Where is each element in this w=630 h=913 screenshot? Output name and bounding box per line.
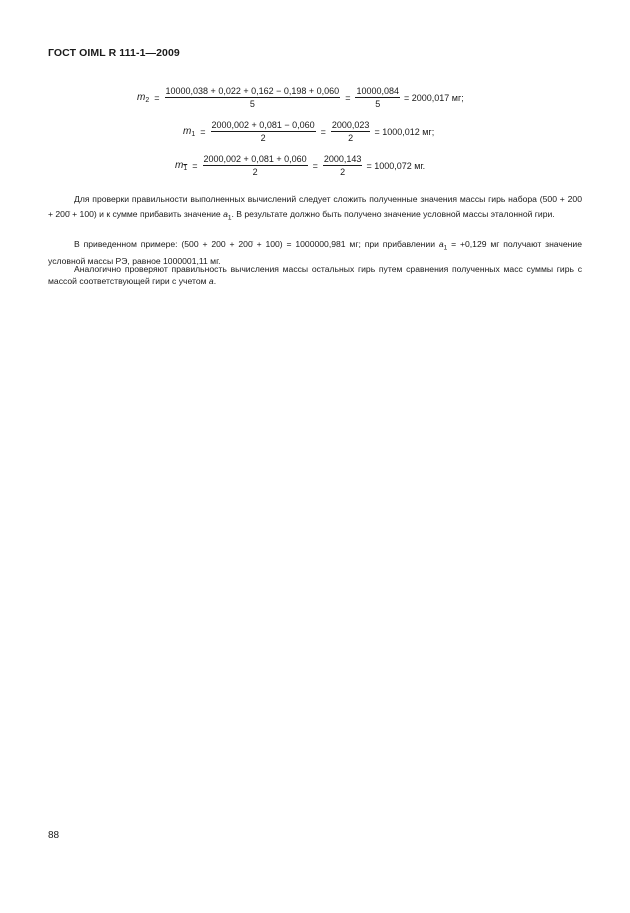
fraction-denominator: 2 bbox=[348, 133, 354, 143]
equation-variable: $m_2$ bbox=[137, 91, 150, 104]
paragraph-verification: Для проверки правильности выполненных вычислений следует сложить полученные значения массы гирь набора (500 + 200 + 200̇ + 100) и к сумме прибавить значение $a_1$. В результате должно быть получено значение условной массы эталонной гири. bbox=[48, 194, 582, 222]
fraction-numerator: 2000,002 + 0,081 + 0,060 bbox=[203, 154, 307, 164]
fraction-denominator: 5 bbox=[375, 99, 381, 109]
page-number: 88 bbox=[48, 830, 60, 841]
fraction-numerator: 2000,143 bbox=[323, 154, 362, 164]
fraction bbox=[203, 154, 308, 177]
equation-variable: $m_1$ bbox=[183, 125, 196, 138]
fraction-numerator: 2000,023 bbox=[331, 120, 370, 130]
equation-m1-bar bbox=[175, 154, 425, 177]
equation-result: = 1000,012 мг; bbox=[374, 126, 435, 137]
equals-sign: = bbox=[345, 92, 351, 103]
equation-result: = 1000,072 мг. bbox=[366, 160, 426, 171]
fraction-denominator: 5 bbox=[249, 99, 255, 109]
fraction-numerator: 10000,084 bbox=[356, 86, 399, 96]
equals-sign: = bbox=[192, 160, 198, 171]
equation-m1 bbox=[183, 120, 434, 143]
equals-sign: = bbox=[312, 160, 318, 171]
fraction-denominator: 2 bbox=[252, 167, 258, 177]
equals-sign: = bbox=[200, 126, 206, 137]
fraction bbox=[165, 86, 341, 109]
fraction-numerator: 2000,002 + 0,081 − 0,060 bbox=[211, 120, 315, 130]
fraction-denominator: 2 bbox=[340, 167, 346, 177]
fraction bbox=[211, 120, 316, 143]
fraction bbox=[331, 120, 371, 143]
equation-result: = 2000,017 мг; bbox=[404, 92, 464, 103]
paragraph-similar-check: Аналогично проверяют правильность вычисления массы остальных гирь путем сравнения полученных масс суммы гирь с массой соответствующей гири с учетом a. bbox=[48, 264, 582, 286]
fraction-numerator: 10000,038 + 0,022 + 0,162 − 0,198 + 0,060 bbox=[165, 86, 340, 96]
equation-m2 bbox=[137, 86, 464, 109]
fraction-denominator: 2 bbox=[260, 133, 266, 143]
equals-sign: = bbox=[320, 126, 326, 137]
equals-sign: = bbox=[154, 92, 160, 103]
equation-variable: $m_1$ bbox=[175, 159, 188, 172]
fraction bbox=[323, 154, 363, 177]
document-header: ГОСТ OIML R 111-1—2009 bbox=[48, 47, 180, 59]
paragraph-example: В приведенном примере: (500 + 200 + 200̇ + 100) = 1000000,981 мг; при прибавлении $a_1 = +0,129$ мг получают значение условной массы РЭ, равное 1000001,11 мг. bbox=[48, 239, 582, 266]
fraction bbox=[355, 86, 400, 109]
